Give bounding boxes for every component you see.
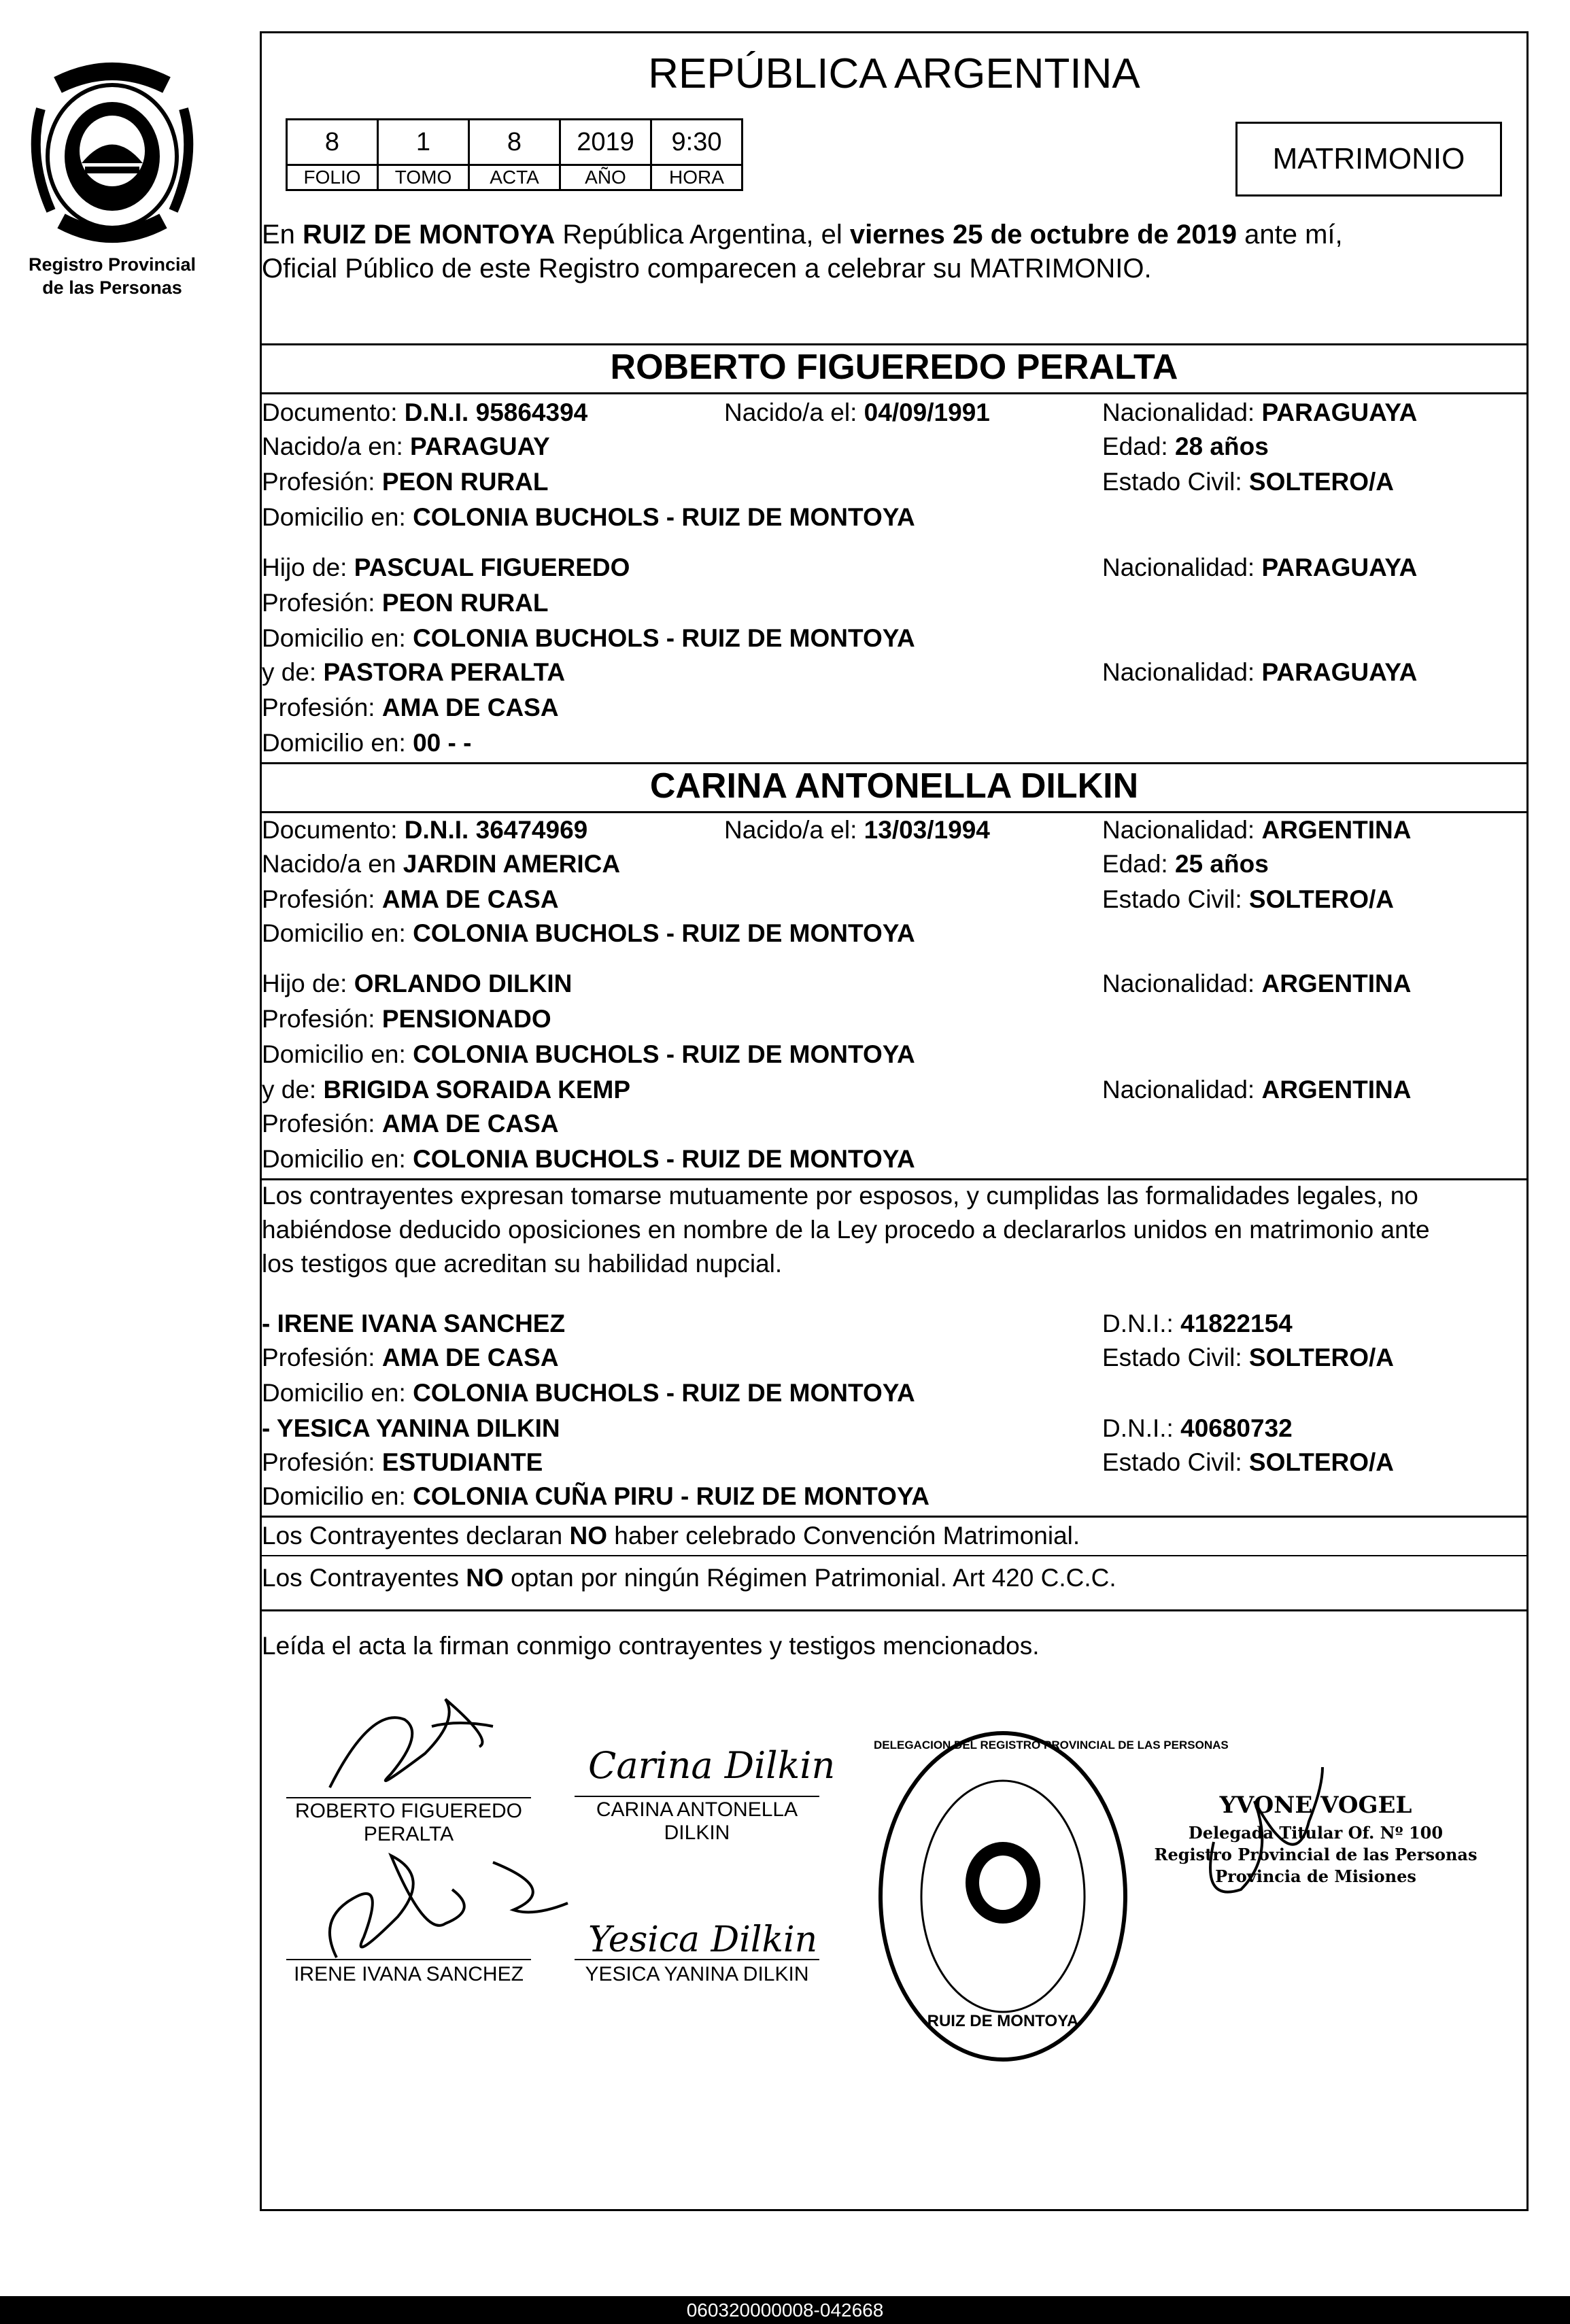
act-type-box: MATRIMONIO	[1235, 122, 1502, 196]
stamp-name: YVONE VOGEL	[1219, 1792, 1412, 1819]
seal-text: DELEGACION DEL REGISTRO PROVINCIAL DE LAS PERSONAS	[874, 1739, 1229, 1751]
seal-place: RUIZ DE MONTOYA	[927, 2012, 1079, 2030]
page-title: REPÚBLICA ARGENTINA	[648, 50, 1140, 97]
signature-label-witness2: YESICA YANINA DILKIN	[585, 1963, 809, 1985]
anio-label: AÑO	[560, 165, 651, 190]
registration-table	[286, 118, 743, 191]
signatures-intro: Leída el acta la firman conmigo contrayentes y testigos mencionados.	[262, 1632, 1040, 1660]
hora-label: HORA	[651, 165, 743, 190]
folio-value: 8	[287, 120, 378, 165]
stamp-line1: Delegada Titular Of. Nº 100	[1188, 1823, 1444, 1843]
registry-caption-line2: de las Personas	[42, 277, 182, 298]
stamp-line2: Registro Provincial de las Personas	[1154, 1845, 1478, 1864]
bride-name: CARINA ANTONELLA DILKIN	[649, 766, 1139, 806]
intro-date: viernes 25 de octubre de 2019	[849, 220, 1238, 250]
intro-place: RUIZ DE MONTOYA	[303, 220, 556, 250]
registry-logo	[0, 61, 224, 298]
document-code: 060320000008-042668	[0, 2296, 1570, 2324]
convention-line1: Los Contrayentes declaran NO haber celebrado Convención Matrimonial.	[262, 1522, 1080, 1550]
acta-value: 8	[469, 120, 560, 165]
province-coat-of-arms-icon	[0, 61, 224, 245]
tomo-value: 1	[378, 120, 469, 165]
convention-line2: Los Contrayentes NO optan por ningún Régimen Patrimonial. Art 420 C.C.C.	[262, 1564, 1116, 1592]
handwritten-bride: Carina Dilkin	[588, 1744, 836, 1787]
intro-line1: En RUIZ DE MONTOYA República Argentina, el viernes 25 de octubre de 2019 ante mí,	[262, 220, 1343, 250]
declaration-line2: habiéndose deducido oposiciones en nombre de la Ley procedo a declararlos unidos en matrimonio ante	[262, 1216, 1430, 1244]
registry-seal	[874, 1726, 1229, 2066]
groom-name: ROBERTO FIGUEREDO PERALTA	[610, 347, 1178, 387]
declaration-line1: Los contrayentes expresan tomarse mutuamente por esposos, y cumplidas las formalidades legales, no	[262, 1182, 1418, 1210]
tomo-label: TOMO	[378, 165, 469, 190]
hora-value: 9:30	[651, 120, 743, 165]
officer-stamp	[1132, 1760, 1499, 1910]
signature-groom-icon	[289, 1679, 534, 1801]
folio-label: FOLIO	[287, 165, 378, 190]
signature-label-groom: ROBERTO FIGUEREDO PERALTA	[295, 1800, 522, 1845]
registry-caption-line1: Registro Provincial	[28, 254, 197, 275]
intro-line2: Oficial Público de este Registro comparecen a celebrar su MATRIMONIO.	[262, 254, 1152, 284]
signature-witness1-icon	[289, 1835, 575, 1971]
stamp-line3: Provincia de Misiones	[1215, 1866, 1416, 1886]
acta-label: ACTA	[469, 165, 560, 190]
marriage-certificate: REPÚBLICA ARGENTINA 8 1 8 2019 9:30 FOLIO TOMO ACTA AÑO HORA MATRIMONIO En RUIZ DE MONTOYA República Argentina, el viernes 25 de octubre de 2019 ante mí, Oficial Público de este Registro comparecen a celebrar su MATRIMONIO. ROBERTO FIGUEREDO PERALTA Documento: D.N.I. 95864394 Nacido/a el: 04/09/1991 Nacionalidad: PARAGUAYA Nacido/a en: PARAGUAY Edad: 28 años Profesión: PEON RURAL Estado Civil: SOLTERO/A Domicilio en: COLONIA BUCHOLS - RUIZ DE MONTOYA Hijo de: PASCUAL FIGUEREDO Nacionalidad: PARAGUAYA Profesión: PEON RURAL Domicilio en: COLONIA BUCHOLS - RUIZ DE MONTOYA y de: PASTORA PERALTA Nacionalidad: PARAGUAYA Profesión: AMA DE CASA Domicilio en: 00 - - CARINA ANTONELLA DILKIN Documento: D.N.I. 36474969 Nacido/a el: 13/03/1994 Nacionalidad: ARGENTINA Nacido/a en JARDIN AMERICA Edad: 25 años Profesión: AMA DE CASA Estado Civil: SOLTERO/A Domicilio en: COLONIA BUCHOLS - RUIZ DE MONTOYA Hijo de: ORLANDO DILKIN Nacionalidad: ARGENTINA Profesión: PENSIONADO Domicilio en: COLONIA BUCHOLS - RUIZ DE MONTOYA y de: BRIGIDA SORAIDA KEMP Nacionalidad: ARGENTINA Profesión: AMA DE CASA Domicilio en: COLONIA BUCHOLS - RUIZ DE MONTOYA Los contrayentes expresan tomarse mutuamente por esposos, y cumplidas las formalidades legales, no habiéndose deducido oposiciones en nombre de la Ley procedo a declararlos unidos en matrimonio ante los testigos que acreditan su habilidad nupcial. - IRENE IVANA SANCHEZ D.N.I.: 41822154 Profesión: AMA DE CASA Estado Civil: SOLTERO/A Domicilio en: COLONIA BUCHOLS - RUIZ DE MONTOYA - YESICA YANINA DILKIN D.N.I.: 40680732 Profesión: ESTUDIANTE Estado Civil: SOLTERO/A Domicilio en: COLONIA CUÑA PIRU - RUIZ DE MONTOYA Los Contrayentes declaran NO haber celebrado Convención Matrimonial. Los Contrayentes NO optan por ningún Régimen Patrimonial. Art 420 C.C.C. Leída el acta la firman conmigo contrayentes y testigos mencionados. ROBERTO FIGUEREDO PERALTA Carina Dilkin CARINA ANTONELLA DILKIN IRENE IVANA SANCHEZ Yesica Dilkin YESICA YANINA DILKIN DELEGACION DEL REGISTRO PROVINCIAL DE LAS PERSONAS RUIZ DE MONTOYA YVONE VOGEL Delegada Titular Of. Nº 100 Registro Provincial de las Personas Provincia de Misiones	[260, 31, 1529, 2211]
signature-label-bride: CARINA ANTONELLA DILKIN	[596, 1798, 798, 1844]
signature-label-witness1: IRENE IVANA SANCHEZ	[294, 1963, 524, 1985]
handwritten-witness2: Yesica Dilkin	[588, 1919, 818, 1960]
declaration-line3: los testigos que acreditan su habilidad nupcial.	[262, 1250, 783, 1278]
anio-value: 2019	[560, 120, 651, 165]
